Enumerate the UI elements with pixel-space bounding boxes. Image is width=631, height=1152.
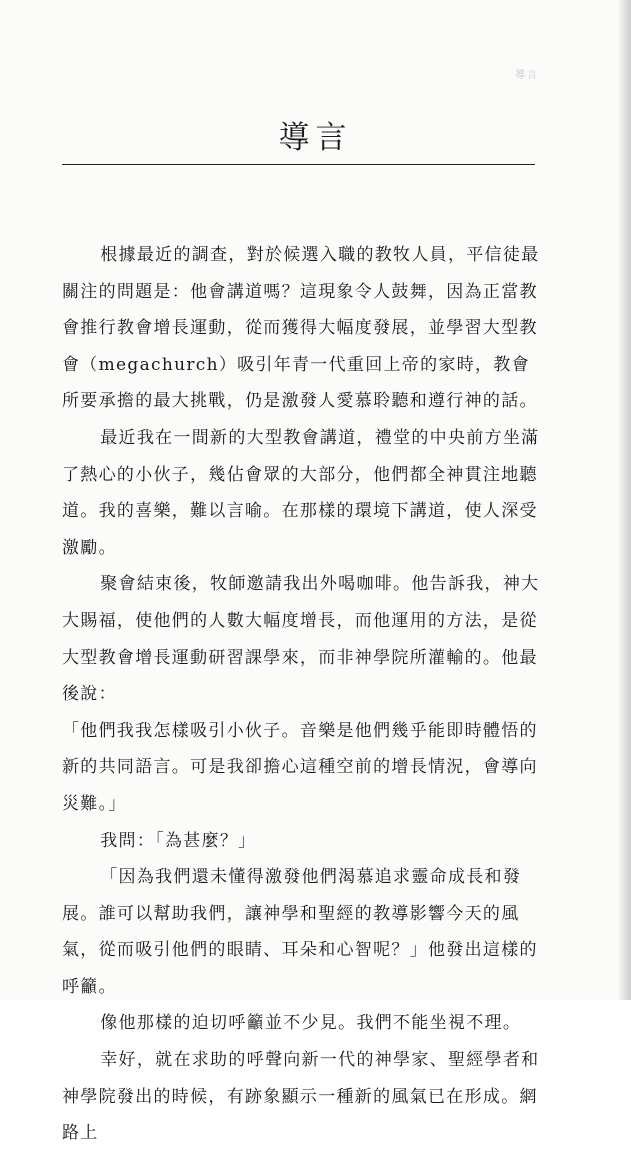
paragraph: 最近我在一間新的大型教會講道，禮堂的中央前方坐滿了熱心的小伙子，幾佔會眾的大部分，他們都全神貫注地聽道。我的喜樂，難以言喻。在那樣的環境下講道，使人深受激勵。 <box>62 427 540 558</box>
running-head: 導言 <box>515 70 539 81</box>
paragraph: 幸好，就在求助的呼聲向新一代的神學家、聖經學者和神學院發出的時候，有跡象顯示一種新的風氣已在形成。網路上 <box>62 1050 540 1144</box>
quote-paragraph: 「他們我我怎樣吸引小伙子。音樂是他們幾乎能即時體悟的新的共同語言。可是我卻擔心這種空前的增長情況，會導向災難。」 <box>62 720 538 814</box>
paragraph: 根據最近的調查，對於候選入職的教牧人員，平信徒最關注的問題是：他會講道嗎？這現象令人鼓舞，因為正當教會推行教會增長運動，從而獲得大幅度發展，並學習大型教會（megachurch）吸引年青一代重回上帝的家時，教會所要承擔的最大挑戰，仍是激發人愛慕聆聽和遵行神的話。 <box>62 245 540 412</box>
body-text <box>62 237 542 1152</box>
title-rule <box>62 164 535 165</box>
paragraph: 聚會結束後，牧師邀請我出外喝咖啡。他告訴我，神大大賜福，使他們的人數大幅度增長，而他運用的方法，是從大型教會增長運動研習課學來，而非神學院所灌輸的。他最後說： <box>62 574 540 705</box>
paragraph: 我問：「為甚麼？」 <box>100 830 257 851</box>
paragraph: 像他那樣的迫切呼籲並不少見。我們不能坐視不理。 <box>100 1013 522 1034</box>
chapter-title: 導言 <box>278 120 353 156</box>
quote-paragraph: 「因為我們還未懂得激發他們渴慕追求靈命成長和發展。誰可以幫助我們，讓神學和聖經的教導影響今天的風氣，從而吸引他們的眼睛、耳朵和心智呢？」他發出這樣的呼籲。 <box>62 867 538 997</box>
page-edge-shadow <box>617 0 631 1000</box>
